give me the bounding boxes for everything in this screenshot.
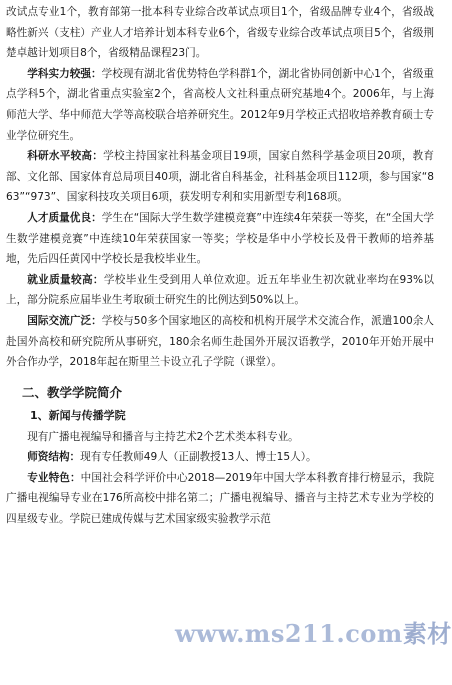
watermark xyxy=(175,614,452,649)
talent-label: 人才质量优良： xyxy=(27,211,102,224)
feature-label: 专业特色： xyxy=(27,471,81,484)
feature-paragraph xyxy=(0,468,440,530)
employment-text: 学校毕业生受到用人单位欢迎。近五年毕业生初次就业率均在93%以上，部分院系应届毕业生考取硕士研究生的比例达到50%以上。 xyxy=(6,273,434,307)
employment-label: 就业质量较高： xyxy=(27,273,104,286)
faculty-text: 现有专任教师49人（正副教授13人、博士15人）。 xyxy=(80,451,317,464)
strength-text: 学校现有湖北省优势特色学科群1个，湖北省协同创新中心1个，省级重点学科5个，湖北省重点实验室2个，省高校人文社科重点研究基地4个。2006年，与上海师范大学、华中师范大学等高校联合培养研究生。2012年9月学校正式招收培养教育硕士专业学位研究生。 xyxy=(6,67,434,142)
exchange-label: 国际交流广泛： xyxy=(27,314,102,327)
exchange-text: 学校与50多个国家地区的高校和机构开展学术交流合作，派遣100余人赴国外高校和研究院所从事研究，180余名师生赴国外开展汉语教学，2010年开始开展中外合作办学，2018年起在斯里兰卡设立孔子学院（课堂）。 xyxy=(6,314,434,369)
talent-paragraph xyxy=(0,208,440,270)
majors-paragraph: 现有广播电视编导和播音与主持艺术2个艺术类本科专业。 xyxy=(27,430,299,443)
subsection-heading: 1、新闻与传播学院 xyxy=(30,408,126,422)
faculty-label: 师资结构： xyxy=(27,451,81,464)
feature-text: 中国社会科学评价中心2018—2019年中国大学本科教育排行榜显示，我院广播电视编导专业在176所高校中排名第二；广播电视编导、播音与主持艺术专业为学校的四星级专业。学院已建成传媒与艺术国家级实验教学示范 xyxy=(6,471,434,526)
strength-paragraph xyxy=(0,64,440,146)
research-label: 科研水平较高： xyxy=(27,150,104,163)
watermark-cn: 素材 xyxy=(402,619,452,648)
section-heading: 二、教学学院简介 xyxy=(22,384,123,400)
research-text: 学校主持国家社科基金项目19项，国家自然科学基金项目20项，教育部、文化部、国家体育总局项目40项，湖北省自科基金，社科基金项目112项，参与国家“863”“973”、国家科技攻关项目6项，获发明专利和实用新型专利168项。 xyxy=(6,150,434,204)
research-paragraph xyxy=(0,146,440,208)
watermark-url: www.ms211.com xyxy=(175,619,403,648)
employment-paragraph xyxy=(0,270,440,311)
exchange-paragraph xyxy=(0,311,440,373)
strength-label: 学科实力较强： xyxy=(27,67,102,80)
faculty-paragraph xyxy=(0,447,440,468)
talent-text: 学生在“国际大学生数学建模竞赛”中连续4年荣获一等奖，在“全国大学生数学建模竞赛”中连续10年荣获国家一等奖；学校是华中小学校长及骨干教师的培养基地，先后四任黄冈中学校长是我校毕业生。 xyxy=(6,211,435,266)
intro-paragraph: 改试点专业1个，教育部第一批本科专业综合改革试点项目1个，省级品牌专业4个，省级战略性新兴（支柱）产业人才培养计划本科专业6个，省级专业综合改革试点项目5个，省级荆楚卓越计划项目8个，省级精品课程23门。 xyxy=(6,6,434,60)
